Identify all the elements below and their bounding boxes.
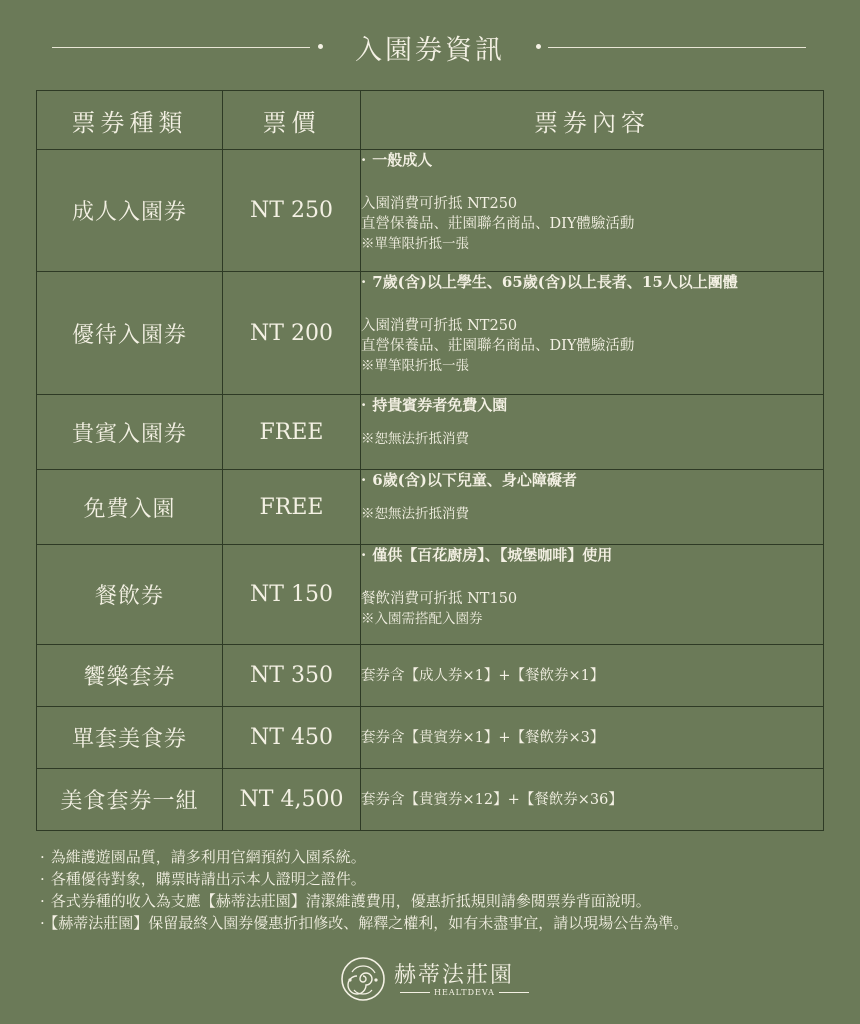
ticket-note: ※單筆限折抵一張 xyxy=(361,236,469,252)
ticket-highlight: · 僅供【百花廚房】、【城堡咖啡】使用 xyxy=(361,546,613,564)
brand-rule-right xyxy=(499,992,529,993)
column-header-price: 票價 xyxy=(223,91,361,150)
brand-emblem-icon xyxy=(340,956,386,1002)
ticket-highlight: · 一般成人 xyxy=(361,151,433,169)
header-dot-left xyxy=(318,44,323,49)
brand-subtitle: HEALTDEVA xyxy=(396,988,533,997)
ticket-detail: 餐飲消費可折抵 NT150 xyxy=(361,591,518,607)
ticket-detail: 套券含【貴賓券×12】+【餐飲券×36】 xyxy=(361,791,623,808)
brand-name: 赫蒂法莊園 xyxy=(394,963,515,988)
page-title: 入園券資訊 xyxy=(355,35,505,66)
ticket-note: ※恕無法折抵消費 xyxy=(361,431,469,447)
table-row xyxy=(37,707,824,769)
brand-logo xyxy=(340,956,540,1004)
table-header-row xyxy=(37,91,824,150)
table-row xyxy=(37,470,824,545)
note-item: · 各式券種的收入為支應【赫蒂法莊園】清潔維護費用，優惠折抵規則請參閱票券背面說明。 xyxy=(40,892,651,910)
ticket-type: 餐飲券 xyxy=(37,545,223,645)
ticket-highlight: · 6歲(含)以下兒童、身心障礙者 xyxy=(361,471,577,489)
ticket-content xyxy=(361,769,824,831)
header-divider-left xyxy=(52,47,310,48)
ticket-price: NT 350 xyxy=(223,645,361,707)
table-row xyxy=(37,645,824,707)
ticket-content xyxy=(361,545,824,645)
ticket-type: 單套美食券 xyxy=(37,707,223,769)
column-header-content: 票券內容 xyxy=(361,91,824,150)
ticket-note: ※恕無法折抵消費 xyxy=(361,506,469,522)
ticket-price: FREE xyxy=(223,470,361,545)
notes-list xyxy=(40,846,830,934)
ticket-table xyxy=(36,90,824,831)
ticket-detail: 入園消費可折抵 NT250 xyxy=(361,196,518,212)
ticket-content xyxy=(361,707,824,769)
ticket-detail: 入園消費可折抵 NT250 xyxy=(361,318,518,334)
ticket-note: ※入園需搭配入園券 xyxy=(361,611,483,627)
ticket-type: 成人入園券 xyxy=(37,150,223,272)
ticket-type: 免費入園 xyxy=(37,470,223,545)
ticket-type: 貴賓入園券 xyxy=(37,395,223,470)
ticket-price: NT 150 xyxy=(223,545,361,645)
page-header xyxy=(0,22,860,72)
ticket-type: 饗樂套券 xyxy=(37,645,223,707)
ticket-highlight: · 7歲(含)以上學生、65歲(含)以上長者、15人以上團體 xyxy=(361,273,738,291)
table-row xyxy=(37,150,824,272)
note-item: · 【赫蒂法莊園】保留最終入園券優惠折扣修改、解釋之權利，如有未盡事宜，請以現場公告為準。 xyxy=(40,914,689,932)
column-header-type: 票券種類 xyxy=(37,91,223,150)
ticket-highlight: · 持貴賓券者免費入園 xyxy=(361,396,508,414)
ticket-price: NT 250 xyxy=(223,150,361,272)
ticket-note: ※單筆限折抵一張 xyxy=(361,358,469,374)
brand-rule-left xyxy=(400,992,430,993)
header-divider-right xyxy=(548,47,806,48)
ticket-content xyxy=(361,470,824,545)
ticket-content xyxy=(361,395,824,470)
ticket-price: FREE xyxy=(223,395,361,470)
table-row xyxy=(37,272,824,395)
ticket-detail: 直營保養品、莊園聯名商品、DIY體驗活動 xyxy=(361,216,635,232)
ticket-price: NT 4,500 xyxy=(223,769,361,831)
header-dot-right xyxy=(536,44,541,49)
table-row xyxy=(37,545,824,645)
ticket-detail: 直營保養品、莊園聯名商品、DIY體驗活動 xyxy=(361,338,635,354)
ticket-price: NT 200 xyxy=(223,272,361,395)
note-item: · 各種優待對象，購票時請出示本人證明之證件。 xyxy=(40,870,366,888)
ticket-type: 美食套券一組 xyxy=(37,769,223,831)
table-row xyxy=(37,769,824,831)
ticket-type: 優待入園券 xyxy=(37,272,223,395)
ticket-content xyxy=(361,272,824,395)
ticket-content xyxy=(361,645,824,707)
note-item: · 為維護遊園品質，請多利用官網預約入園系統。 xyxy=(40,848,366,866)
ticket-content xyxy=(361,150,824,272)
table-row xyxy=(37,395,824,470)
ticket-detail: 套券含【成人券×1】+【餐飲券×1】 xyxy=(361,667,605,684)
ticket-detail: 套券含【貴賓券×1】+【餐飲券×3】 xyxy=(361,729,605,746)
ticket-price: NT 450 xyxy=(223,707,361,769)
